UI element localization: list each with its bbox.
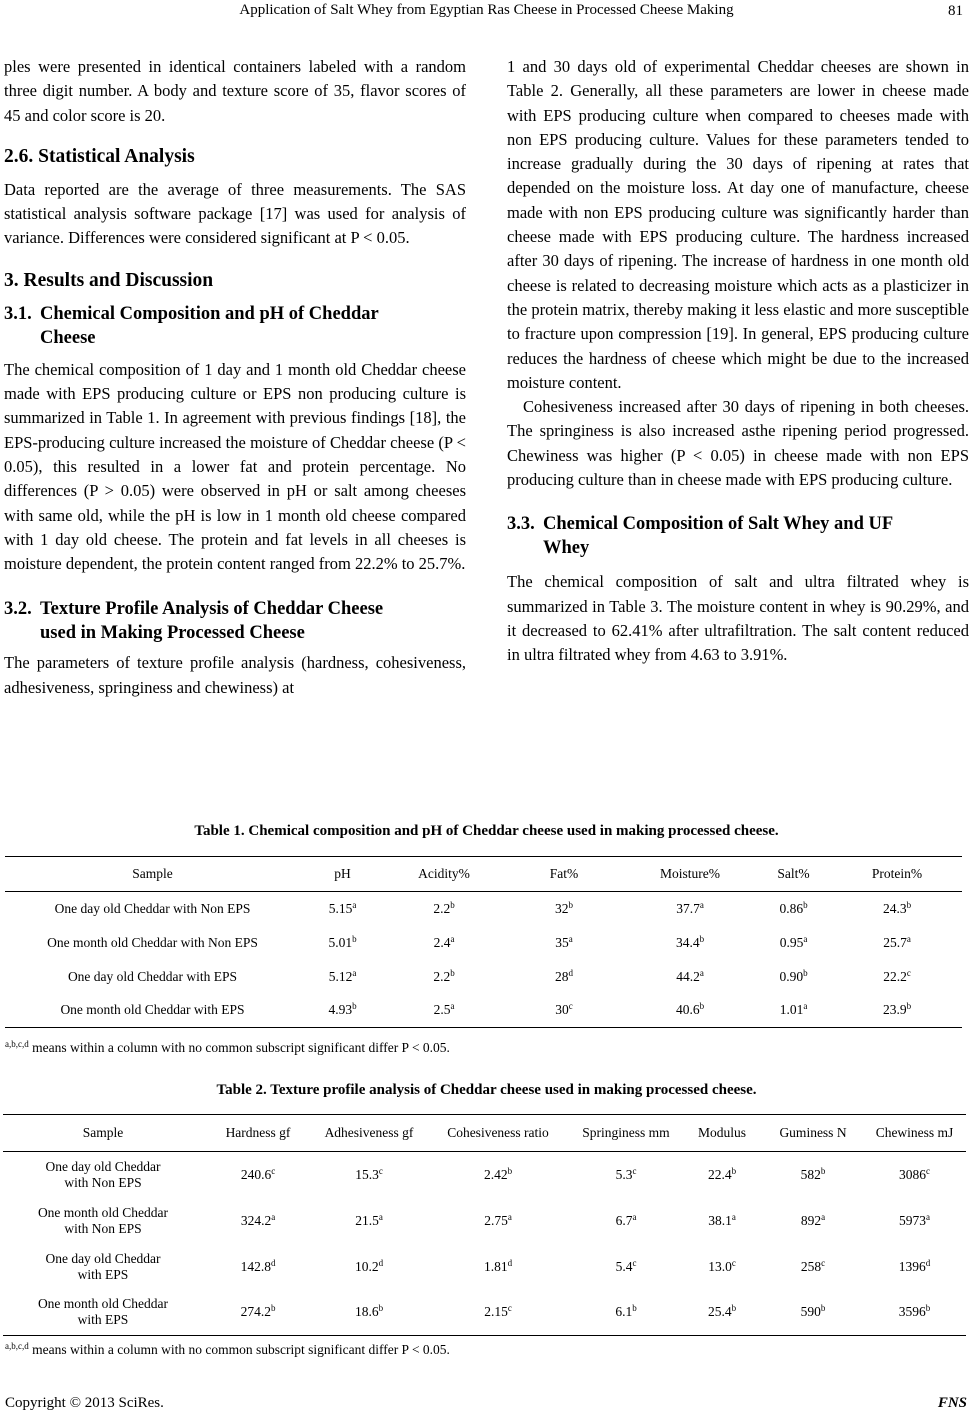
table2-value-cell [313,1244,425,1290]
significance-superscript: d [568,967,573,978]
section-3-1-number: 3.1. [4,303,32,324]
cell-value: 22.2 [883,968,907,984]
table1-sample-cell [5,892,300,926]
cell-value: 5973 [899,1212,926,1228]
section-3-2-paragraph: The parameters of texture profile analysis (hardness, cohesiveness, adhesiveness, springiness and chewiness) at [4,653,466,697]
cell-value: One day old Cheddar with EPS [67,968,238,984]
significance-superscript: b [352,1001,357,1012]
cell-value: 2.5 [433,1002,451,1018]
table2-footnote-text: means within a column with no common subscript significant differ P < 0.05. [28,1342,450,1357]
table2-row [3,1244,966,1290]
table1-header-cell: Fat% [549,866,579,881]
table1-row [5,960,962,994]
significance-superscript: b [568,899,573,910]
table2-value-cell [571,1290,681,1336]
cell-value: 5.15 [328,900,353,916]
table2-value-cell [425,1152,571,1198]
table1-value-cell [832,926,962,960]
cell-value: 6.7 [615,1212,633,1228]
cohesiveness-paragraph: Cohesiveness increased after 30 days of ripening in both cheeses. The springiness is also increased asthe ripening period progressed. Chewiness was higher (P < 0.05) in cheese made with non EPS producing culture than in cheese made with EPS producing culture. [507,397,969,490]
significance-superscript: c [906,967,911,978]
table2-value-cell [681,1244,763,1290]
table1-value-cell [503,926,625,960]
section-3-3-paragraph: The chemical composition of salt and ultra filtrated whey is summarized in Table 3. The moisture content in whey is 90.29%, and it decreased to 62.41% after ultrafiltration. The salt content reduced in ultra filtrated whey from 4.63 to 3.91%. [507,572,969,665]
cell-value: 24.3 [882,900,907,916]
table2-value-cell [203,1198,313,1244]
significance-superscript: a [632,1211,637,1222]
cell-value: 37.7 [676,900,700,916]
table1-value-cell [625,892,755,926]
table1-value-cell [300,892,385,926]
table1 [5,856,962,1028]
table1-footnote-text: means within a column with no common subscript significant differ P < 0.05. [28,1040,450,1055]
cell-value: 0.90 [779,968,804,984]
table1-value-cell [385,926,503,960]
table2-header-cell: Hardness gf [225,1125,291,1140]
significance-superscript: a [352,967,357,978]
cell-value: 28 [555,968,569,984]
table1-row [5,892,962,926]
table1-footnote-sup: a,b,c,d [5,1039,29,1049]
significance-superscript: a [507,1211,512,1222]
significance-superscript: c [568,1001,573,1012]
table2-value-cell [425,1198,571,1244]
cell-value: 3596 [898,1304,926,1320]
journal-abbrev: FNS [937,1395,967,1411]
copyright: Copyright © 2013 SciRes. [5,1395,164,1411]
table2-value-cell [763,1290,863,1336]
significance-superscript: c [926,1165,930,1176]
table2-value-cell [425,1290,571,1336]
cell-value: 0.86 [779,900,804,916]
cell-value: 2.75 [484,1212,508,1228]
cell-value: One month old Cheddar with EPS [60,1002,245,1018]
significance-superscript: b [270,1303,276,1314]
significance-superscript: b [731,1303,737,1314]
section-3-3-title-line1: Chemical Composition of Salt Whey and UF [543,514,894,535]
table2-sample-cell [3,1290,203,1336]
table1-value-cell [385,892,503,926]
cell-value: 142.8 [240,1258,271,1274]
table2-row [3,1198,966,1244]
cell-value: 3086 [899,1166,926,1182]
running-title: Application of Salt Whey from Egyptian Ras Cheese in Processed Cheese Making [239,2,734,18]
significance-superscript: a [271,1211,276,1222]
significance-superscript: a [568,933,573,944]
cell-value: 1.01 [779,1002,804,1018]
table1-header-cell: pH [334,866,351,881]
table1-header-cell: Salt% [777,866,810,881]
significance-superscript: b [820,1303,826,1314]
table1-value-cell [832,892,962,926]
table2-sample-cell [3,1152,203,1198]
table1-value-cell [625,994,755,1028]
significance-superscript: b [803,967,808,978]
table2-value-cell [203,1290,313,1336]
significance-superscript: c [821,1257,826,1268]
cell-value: 1.81 [483,1258,508,1274]
section-3-1-title-line2: Cheese [40,327,96,348]
table2-value-cell [571,1198,681,1244]
table2-value-cell [763,1244,863,1290]
significance-superscript: b [632,1303,637,1314]
section-2-6-heading: 2.6. Statistical Analysis [4,145,195,167]
cell-value-line2: with Non EPS [64,1174,142,1190]
cell-value: 25.4 [707,1304,732,1320]
table2-header-cell: Modulus [697,1125,746,1140]
table1-value-cell [300,960,385,994]
table2-value-cell [863,1152,966,1198]
table1-value-cell [503,960,625,994]
table1-row [5,926,962,960]
table1-value-cell [385,960,503,994]
section-3-2-title-line2: used in Making Processed Cheese [40,623,305,644]
significance-superscript: b [352,933,357,944]
significance-superscript: c [632,1257,637,1268]
cell-value: One month old Cheddar [37,1296,169,1312]
significance-superscript: a [821,1211,826,1222]
cell-value: One month old Cheddar [37,1204,169,1220]
table2-value-cell [763,1152,863,1198]
table2-value-cell [863,1244,966,1290]
table1-footnote [5,1040,450,1056]
cell-value: 590 [800,1304,821,1320]
cell-value: 40.6 [675,1002,700,1018]
table2-value-cell [571,1244,681,1290]
significance-superscript: b [378,1303,384,1314]
table1-header-cell: Sample [132,866,173,881]
page-footer [5,1395,967,1412]
significance-superscript: b [699,933,705,944]
table2-sample-cell [3,1244,203,1290]
cell-value: 18.6 [354,1304,379,1320]
cell-value: 34.4 [675,934,700,950]
table2-sample-cell [3,1198,203,1244]
table2-header-cell: Cohesiveness ratio [447,1125,549,1140]
significance-superscript: b [906,899,912,910]
table1-sample-cell [5,960,300,994]
significance-superscript: c [731,1257,736,1268]
table2-header-cell: Guminess N [779,1125,847,1140]
table2-value-cell [863,1290,966,1336]
significance-superscript: b [731,1165,737,1176]
section-3-2-title-line1: Texture Profile Analysis of Cheddar Cheese [40,599,384,620]
cell-value: One day old Cheddar with Non EPS [54,900,251,916]
cell-value: 4.93 [328,1002,353,1018]
table1-value-cell [755,926,832,960]
section-3-3-heading [507,512,969,560]
section-3-1-paragraph: The chemical composition of 1 day and 1 month old Cheddar cheese made with EPS producing culture or EPS non producing culture is summarized in Table 1. In agreement with previous findings [18], the EPS-producing culture increased the moisture of Cheddar cheese (P < 0.05), this resulted in a lower fat and protein percentage. No differences (P > 0.05) were observed in pH or salt among cheeses with same old, while the pH is low in 1 month old cheese compared with 1 day old cheese. The protein and fat levels in all cheeses is moisture dependent, the protein content ranged from 22.2% to 25.7%. [4,359,466,574]
table2-header-row [3,1115,966,1152]
significance-superscript: b [507,1165,513,1176]
table1-body [5,892,962,1028]
significance-superscript: b [820,1165,826,1176]
section-3-3-number: 3.3. [507,514,535,535]
table2-row [3,1290,966,1336]
significance-superscript: a [699,899,704,910]
cell-value: 23.9 [882,1002,907,1018]
significance-superscript: a [378,1211,383,1222]
table2-row [3,1152,966,1198]
cell-value: 240.6 [240,1166,272,1182]
table2-value-cell [681,1152,763,1198]
cell-value: One day old Cheddar [45,1158,161,1174]
right-column [507,55,969,668]
cell-value: One day old Cheddar [45,1250,161,1266]
table1-value-cell [300,994,385,1028]
table1-caption: Table 1. Chemical composition and pH of Cheddar cheese used in making processed cheese. [194,823,779,839]
significance-superscript: b [803,899,808,910]
table1-header-cell: Protein% [871,866,923,881]
table2-header-cell: Sample [82,1125,124,1140]
cell-value-line2: with Non EPS [64,1220,142,1236]
cell-value: 5.3 [615,1166,633,1182]
cell-value: 274.2 [240,1304,271,1320]
table1-value-cell [755,892,832,926]
cell-value: 25.7 [883,934,907,950]
significance-superscript: a [803,1001,808,1012]
cell-value: 2.42 [483,1166,508,1182]
table1-value-cell [625,960,755,994]
significance-superscript: b [450,967,455,978]
table2-header-cell: Adhesiveness gf [324,1125,414,1140]
significance-superscript: a [352,899,357,910]
cell-value: 2.4 [433,934,451,950]
texture-paragraph: 1 and 30 days old of experimental Cheddar cheeses are shown in Table 2. Generally, all these parameters are lower in cheese made with EPS producing culture when compared to cheeses made with non EPS producing culture. Values for these parameters tended to increase gradually during the 30 days of ripening at rates that depended on the moisture loss. At day one of manufacture, cheese made with non EPS producing culture was significantly harder than cheese made with EPS producing culture. The hardness increased after 30 days of ripening. The increase of hardness in one month old cheese is related to decreasing moisture which acts as a plasticizer in the protein matrix, thereby making it less elastic and more susceptible to fracture upon compression [19]. In general, EPS producing culture reduces the hardness of cheese which might be due to the increased moisture content. [507,57,969,392]
table2 [3,1114,966,1336]
table2-value-cell [681,1198,763,1244]
cell-value: 10.2 [354,1258,379,1274]
table1-value-cell [832,994,962,1028]
table1-value-cell [755,960,832,994]
table2-header-cell: Chewiness mJ [875,1125,954,1140]
table2-value-cell [313,1290,425,1336]
table1-header-cell: Moisture% [660,866,720,881]
table2-header-cell: Springiness mm [582,1125,670,1140]
significance-superscript: a [450,1001,455,1012]
table1-value-cell [755,994,832,1028]
table1-value-cell [385,994,503,1028]
table1-value-cell [503,892,625,926]
cell-value: 35 [555,934,569,950]
table2-value-cell [681,1290,763,1336]
cell-value: 2.2 [433,900,451,916]
significance-superscript: a [926,1211,930,1222]
table2-value-cell [203,1244,313,1290]
significance-superscript: a [803,933,808,944]
significance-superscript: c [271,1165,276,1176]
page-header [0,0,973,28]
table2-value-cell [863,1198,966,1244]
significance-superscript: d [507,1257,513,1268]
table1-value-cell [832,960,962,994]
cell-value: 38.1 [708,1212,732,1228]
left-column [4,55,466,700]
cell-value: 21.5 [355,1212,379,1228]
cell-value: 5.4 [615,1258,633,1274]
table1-header-row [5,857,962,892]
cell-value: 22.4 [707,1166,732,1182]
cell-value: 1396 [898,1258,926,1274]
table1-sample-cell [5,994,300,1028]
cell-value: 2.2 [433,968,451,984]
intro-paragraph: ples were presented in identical containers labeled with a random three digit number. A body and texture score of 35, flavor scores of 45 and color score is 20. [4,57,466,125]
cell-value: One month old Cheddar with Non EPS [47,934,258,950]
table2-value-cell [203,1152,313,1198]
table1-value-cell [625,926,755,960]
table2-value-cell [313,1198,425,1244]
table1-row [5,994,962,1028]
cell-value: 6.1 [615,1304,633,1320]
table1-value-cell [503,994,625,1028]
cell-value: 892 [800,1212,822,1228]
section-3-1-title-line1: Chemical Composition and pH of Cheddar [40,303,379,324]
cell-value: 582 [800,1166,821,1182]
cell-value: 32 [555,900,569,916]
significance-superscript: a [699,967,704,978]
table1-value-cell [300,926,385,960]
cell-value-line2: with EPS [77,1312,129,1328]
table2-value-cell [313,1152,425,1198]
significance-superscript: c [507,1303,512,1314]
section-3-heading: 3. Results and Discussion [4,269,214,291]
cell-value: 0.95 [779,934,804,950]
significance-superscript: c [378,1165,383,1176]
significance-superscript: b [450,899,455,910]
significance-superscript: d [378,1257,384,1268]
table2-body [3,1152,966,1336]
cell-value: 2.15 [484,1304,508,1320]
significance-superscript: b [699,1001,705,1012]
section-3-2-number: 3.2. [4,599,32,620]
cell-value: 5.12 [328,968,353,984]
cell-value: 324.2 [240,1212,272,1228]
cell-value: 15.3 [355,1166,379,1182]
table1-header-cell: Acidity% [418,866,470,881]
table2-caption: Table 2. Texture profile analysis of Cheddar cheese used in making processed cheese. [216,1082,757,1098]
table2-footnote [5,1342,450,1358]
significance-superscript: b [906,1001,912,1012]
cell-value: 44.2 [676,968,700,984]
significance-superscript: c [632,1165,637,1176]
section-3-2-heading [4,597,466,645]
table2-footnote-sup: a,b,c,d [5,1341,29,1351]
cell-value: 13.0 [708,1258,732,1274]
table2-value-cell [425,1244,571,1290]
page-number: 81 [948,3,963,19]
section-3-3-title-line2: Whey [543,538,590,559]
table1-sample-cell [5,926,300,960]
section-2-6-paragraph: Data reported are the average of three measurements. The SAS statistical analysis software package [17] was used for analysis of variance. Differences were considered significant at P < 0.05. [4,179,466,248]
significance-superscript: d [925,1257,931,1268]
cell-value: 258 [800,1258,822,1274]
table2-value-cell [763,1198,863,1244]
significance-superscript: b [925,1303,931,1314]
section-3-1-heading [4,302,466,350]
cell-value-line2: with EPS [77,1266,129,1282]
significance-superscript: a [450,933,455,944]
significance-superscript: a [731,1211,736,1222]
cell-value: 5.01 [328,934,353,950]
table2-value-cell [571,1152,681,1198]
cell-value: 30 [555,1002,569,1018]
significance-superscript: d [270,1257,276,1268]
significance-superscript: a [906,933,911,944]
